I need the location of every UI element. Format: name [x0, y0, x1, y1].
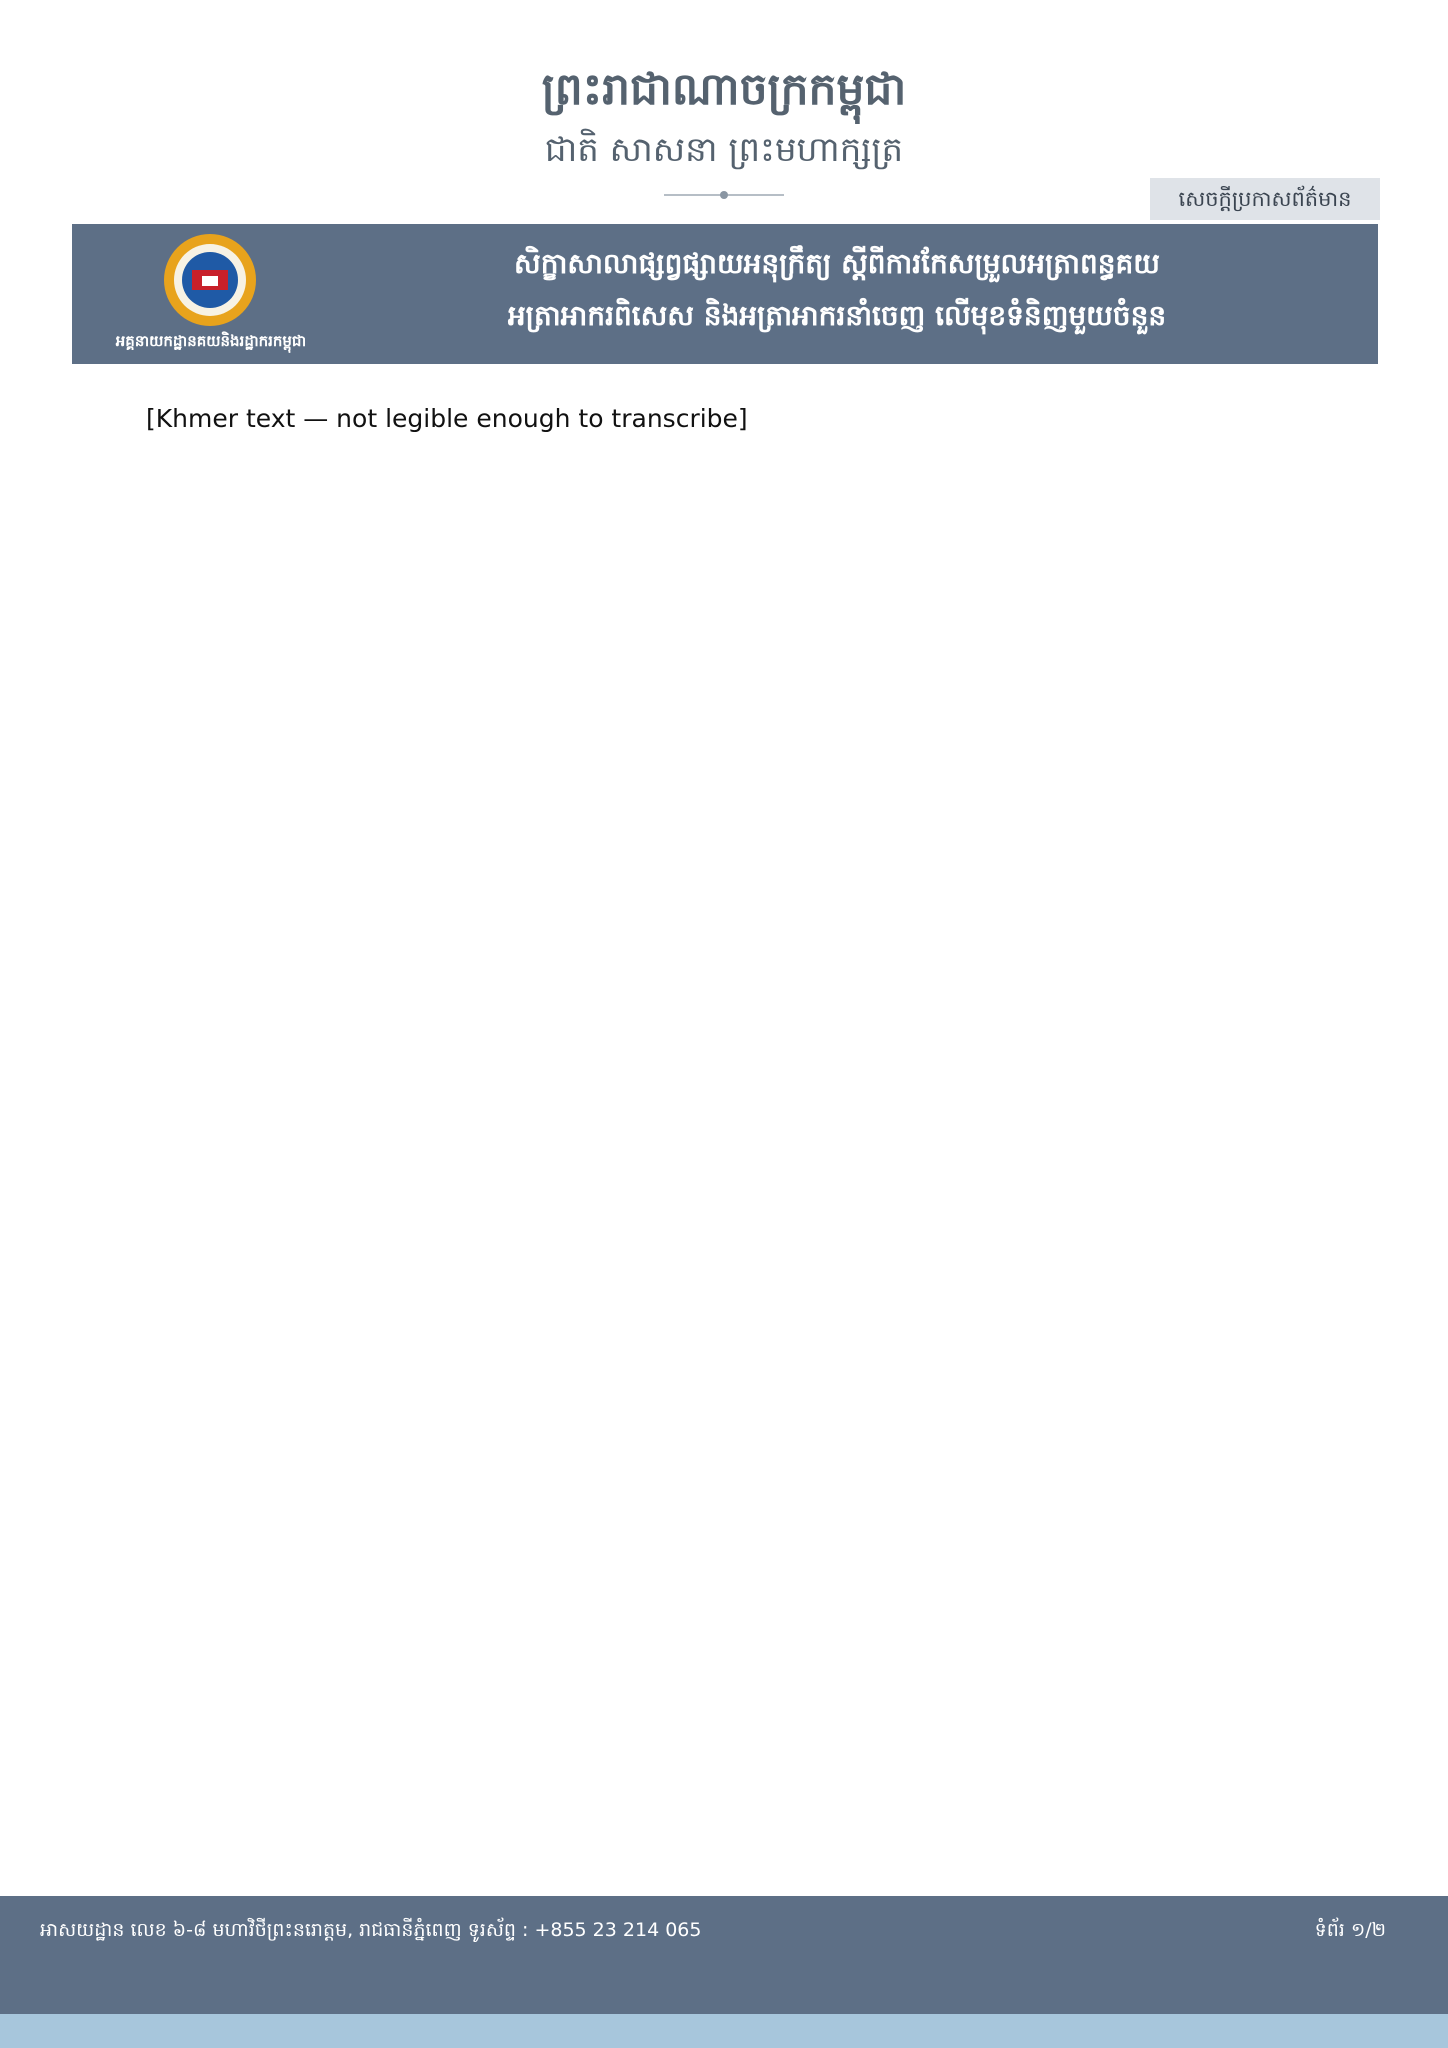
footer — [0, 1896, 1448, 2014]
body-content — [76, 395, 1372, 468]
press-release-tag: សេចក្តីប្រកាសព័ត៌មាន — [1150, 178, 1380, 220]
body-paragraph-1: [Khmer text — not legible enough to transcribe] — [146, 404, 748, 433]
logo-caption: អគ្គនាយកដ្ឋានគយនិងរដ្ឋាករកម្ពុជា — [115, 332, 307, 350]
department-logo-icon — [162, 232, 258, 328]
banner-title-line-1: សិក្ខាសាលាផ្សព្វផ្សាយអនុក្រឹត្យ ស្តីពីការកែសម្រួលអត្រាពន្ធគយ — [514, 247, 1160, 280]
footer-strip — [0, 2014, 1448, 2048]
title-banner — [72, 224, 1378, 364]
footer-address: អាសយដ្ឋាន លេខ ៦-៨ មហាវិថីព្រះនរោត្តម, រាជធានីភ្នំពេញ ទូរស័ព្ទ : +855 23 214 065 — [40, 1919, 702, 1941]
banner-title-line-2: អត្រាអាករពិសេស និងអត្រាអាករនាំចេញ លើមុខទំនិញមួយចំនួន — [507, 299, 1167, 332]
national-motto: ជាតិ សាសនា ព្រះមហាក្សត្រ — [544, 130, 904, 170]
kingdom-title: ព្រះរាជាណាចក្រកម្ពុជា — [541, 64, 907, 115]
page-number: ទំព័រ ១/២ — [1314, 1919, 1386, 1941]
ornament-divider — [664, 188, 784, 202]
